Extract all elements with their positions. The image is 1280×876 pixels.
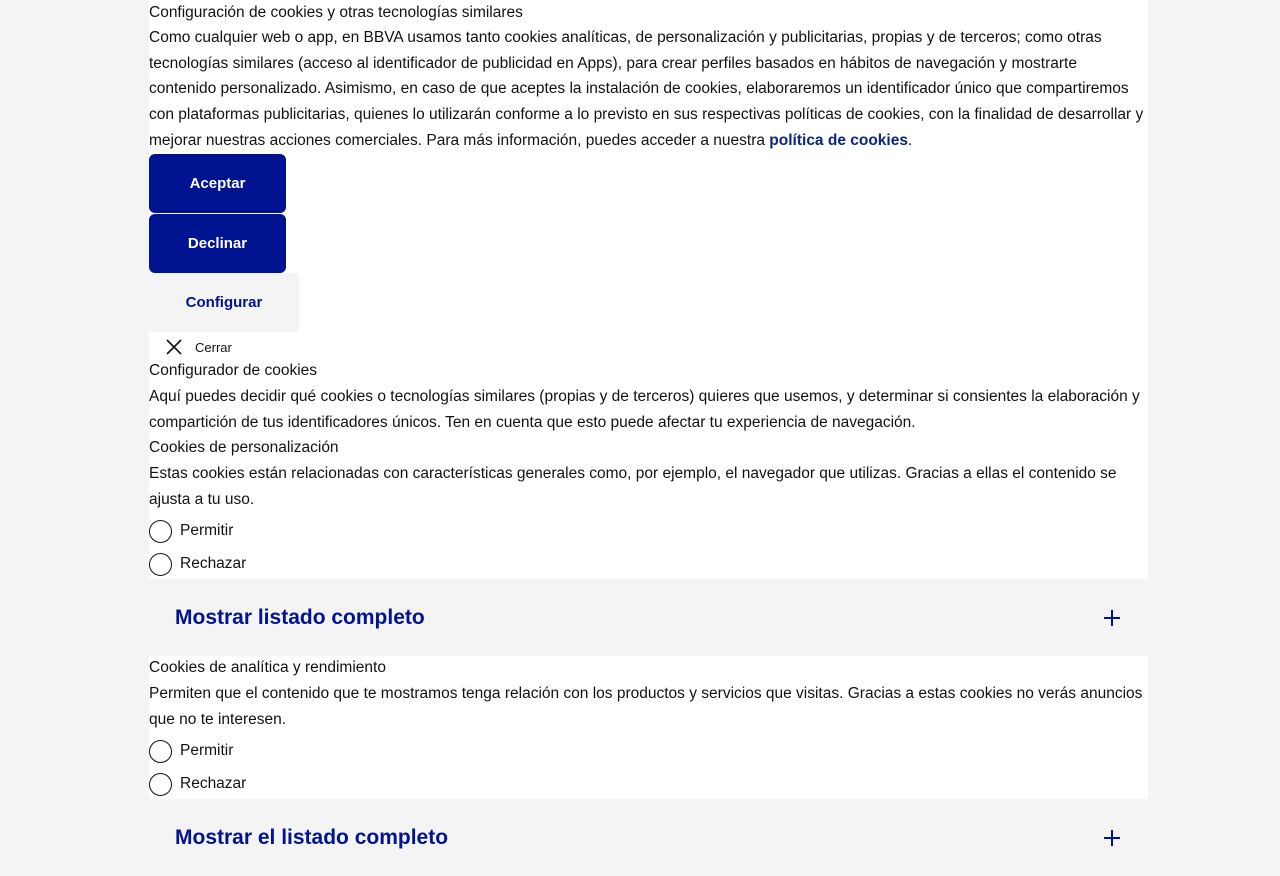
close-label: Cerrar: [195, 339, 232, 355]
show-the-full-list-accordion[interactable]: [149, 799, 1148, 876]
radio-label: Permitir: [180, 742, 234, 759]
radio-circle[interactable]: [149, 740, 172, 763]
section-description: Estas cookies están relacionadas con características generales como, por ejemplo, el navegador que utilizas. Gracias a ellas el contenido se ajusta a tu uso.: [149, 465, 1117, 508]
configure-button[interactable]: Configurar: [149, 273, 299, 332]
radio-allow-personalization[interactable]: [149, 518, 233, 544]
radio-label: Permitir: [180, 522, 234, 539]
cookie-settings-panel: [149, 0, 1148, 853]
radio-circle[interactable]: [149, 553, 172, 576]
radio-circle[interactable]: [149, 773, 172, 796]
banner-title: Configuración de cookies y otras tecnologías similares: [149, 4, 523, 21]
radio-circle[interactable]: [149, 520, 172, 543]
banner-description-end: .: [907, 131, 913, 149]
banner-description-text: Como cualquier web o app, en BBVA usamos tanto cookies analíticas, de personalización y publicitarias, propias y de terceros; como otras tecnologías similares (acceso al identificador de publicidad en Apps), para crear perfiles basados en hábitos de navegación y mostrarte contenido personalizado. Asimismo, en caso de que aceptes la instalación de cookies, elaboraremos un identificador único que compartiremos con plataformas publicitarias, quienes lo utilizarán conforme a lo previsto en sus respectivas políticas de cookies, con la finalidad de desarrollar y mejorar nuestras acciones comerciales. Para más información, puedes acceder a nuestra: [149, 29, 1144, 149]
section-title: Cookies de personalización: [149, 439, 339, 456]
radio-allow-analytics[interactable]: [149, 738, 233, 764]
configurator-title: Configurador de cookies: [149, 362, 318, 379]
accordion-title: Mostrar el listado completo: [175, 825, 449, 849]
plus-icon: [1102, 828, 1122, 848]
accept-button[interactable]: Aceptar: [149, 154, 286, 213]
show-full-list-accordion[interactable]: [149, 579, 1148, 656]
plus-icon: [1102, 608, 1122, 628]
section-description: Permiten que el contenido que te mostramos tenga relación con los productos y servicios que visitas. Gracias a estas cookies no verás anuncios que no te interesen.: [149, 685, 1143, 728]
accordion-title: Mostrar listado completo: [175, 605, 425, 629]
radio-label: Rechazar: [180, 555, 247, 572]
cookie-policy-link[interactable]: política de cookies: [769, 131, 908, 149]
section-title: Cookies de analítica y rendimiento: [149, 659, 386, 676]
radio-reject-personalization[interactable]: [149, 551, 246, 577]
radio-reject-analytics[interactable]: [149, 771, 246, 797]
close-icon: [165, 338, 183, 356]
banner-description: [149, 25, 1148, 154]
close-button[interactable]: [165, 337, 232, 357]
configurator-description: Aquí puedes decidir qué cookies o tecnologías similares (propias y de terceros) quieres que usemos, y determinar si consientes la elaboración y compartición de tus identificadores únicos. Ten en cuenta que esto puede afectar tu experiencia de navegación.: [149, 388, 1140, 431]
radio-label: Rechazar: [180, 775, 247, 792]
decline-button[interactable]: Declinar: [149, 214, 286, 273]
